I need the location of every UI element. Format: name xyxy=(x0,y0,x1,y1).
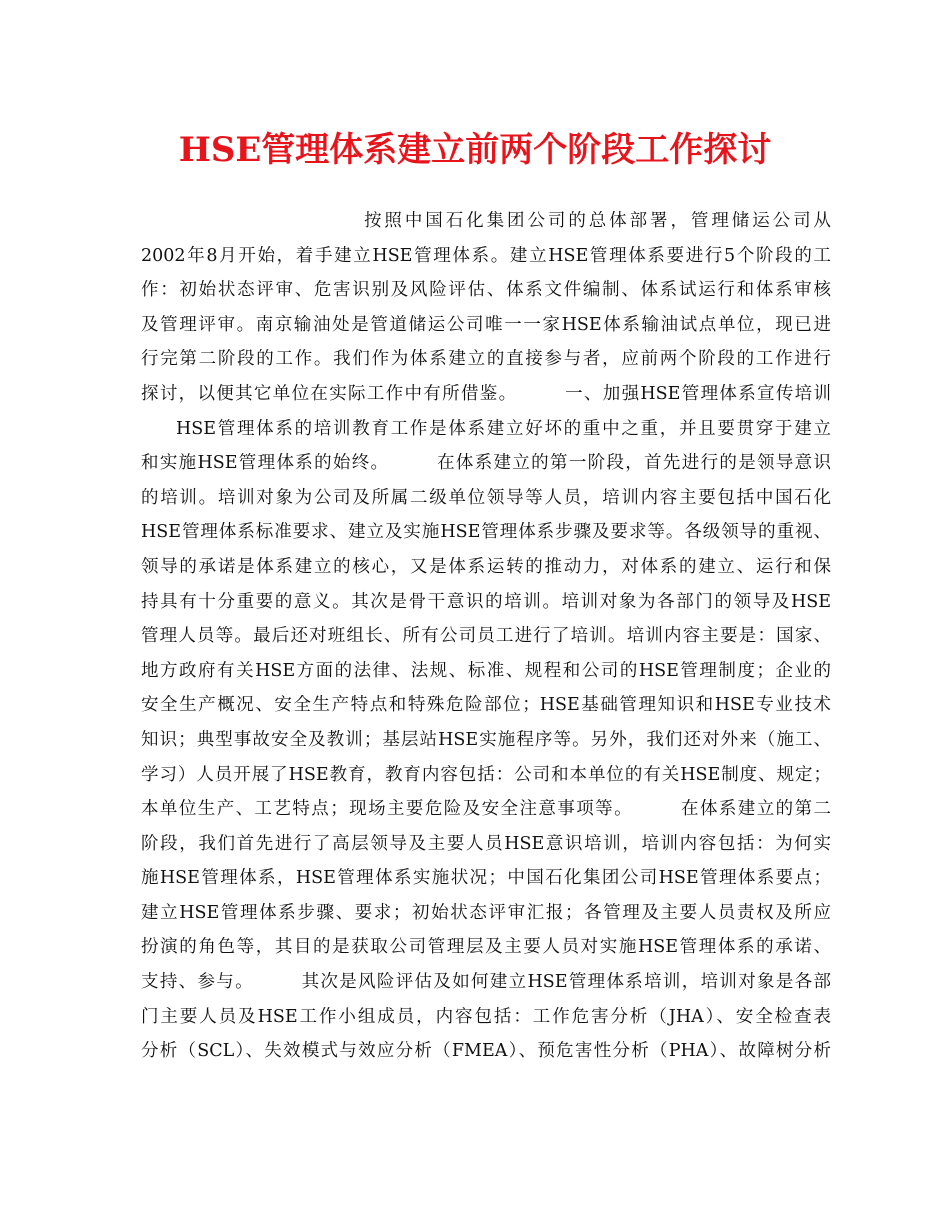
text-line: 的培训。培训对象为公司及所属二级单位领导等人员，培训内容主要包括中国石化 xyxy=(141,487,831,508)
text-line: 2002年8月开始，着手建立HSE管理体系。建立HSE管理体系要进行5个阶段的工 xyxy=(141,245,831,266)
text-line: 和实施HSE管理体系的始终。 在体系建立的第一阶段，首先进行的是领导意识 xyxy=(141,453,831,474)
text-line: 门主要人员及HSE工作小组成员，内容包括：工作危害分析（JHA）、安全检查表 xyxy=(141,1006,831,1027)
text-line: 及管理评审。南京输油处是管道储运公司唯一一家HSE体系输油试点单位，现已进 xyxy=(141,314,831,335)
text-line: HSE管理体系标准要求、建立及实施HSE管理体系步骤及要求等。各级领导的重视、 xyxy=(141,522,831,543)
text-line: 按照中国石化集团公司的总体部署，管理储运公司从 xyxy=(364,211,831,231)
text-line: 施HSE管理体系，HSE管理体系实施状况；中国石化集团公司HSE管理体系要点； xyxy=(141,868,831,889)
text-line: 阶段，我们首先进行了高层领导及主要人员HSE意识培训，培训内容包括：为何实 xyxy=(141,833,831,854)
text-line: 领导的承诺是体系建立的核心，又是体系运转的推动力，对体系的建立、运行和保 xyxy=(141,556,831,577)
document-title: HSE管理体系建立前两个阶段工作探讨 xyxy=(178,130,772,170)
document-body xyxy=(141,204,831,1069)
text-line: 支持、参与。 其次是风险评估及如何建立HSE管理体系培训，培训对象是各部 xyxy=(141,972,831,993)
text-line: 管理人员等。最后还对班组长、所有公司员工进行了培训。培训内容主要是：国家、 xyxy=(141,626,831,647)
text-line: 本单位生产、工艺特点；现场主要危险及安全注意事项等。 在体系建立的第二 xyxy=(141,799,831,820)
text-line: 分析（SCL）、失效模式与效应分析（FMEA）、预危害性分析（PHA）、故障树分析 xyxy=(141,1041,831,1062)
text-line: 作：初始状态评审、危害识别及风险评估、体系文件编制、体系试运行和体系审核 xyxy=(141,280,831,301)
text-line: 地方政府有关HSE方面的法律、法规、标准、规程和公司的HSE管理制度；企业的 xyxy=(141,660,831,681)
text-line: 知识；典型事故安全及教训；基层站HSE实施程序等。另外，我们还对外来（施工、 xyxy=(141,729,831,750)
text-line: 建立HSE管理体系步骤、要求；初始状态评审汇报；各管理及主要人员责权及所应 xyxy=(141,902,831,923)
text-line: HSE管理体系的培训教育工作是体系建立好坏的重中之重，并且要贯穿于建立 xyxy=(176,418,831,439)
text-line: 探讨，以便其它单位在实际工作中有所借鉴。 一、加强HSE管理体系宣传培训 xyxy=(141,383,831,404)
text-line: 学习）人员开展了HSE教育，教育内容包括：公司和本单位的有关HSE制度、规定； xyxy=(141,764,831,785)
text-line: 行完第二阶段的工作。我们作为体系建立的直接参与者，应前两个阶段的工作进行 xyxy=(141,349,831,370)
text-line: 安全生产概况、安全生产特点和特殊危险部位；HSE基础管理知识和HSE专业技术 xyxy=(141,695,831,716)
text-line: 持具有十分重要的意义。其次是骨干意识的培训。培训对象为各部门的领导及HSE xyxy=(141,591,831,612)
text-line: 扮演的角色等，其目的是获取公司管理层及主要人员对实施HSE管理体系的承诺、 xyxy=(141,937,831,958)
